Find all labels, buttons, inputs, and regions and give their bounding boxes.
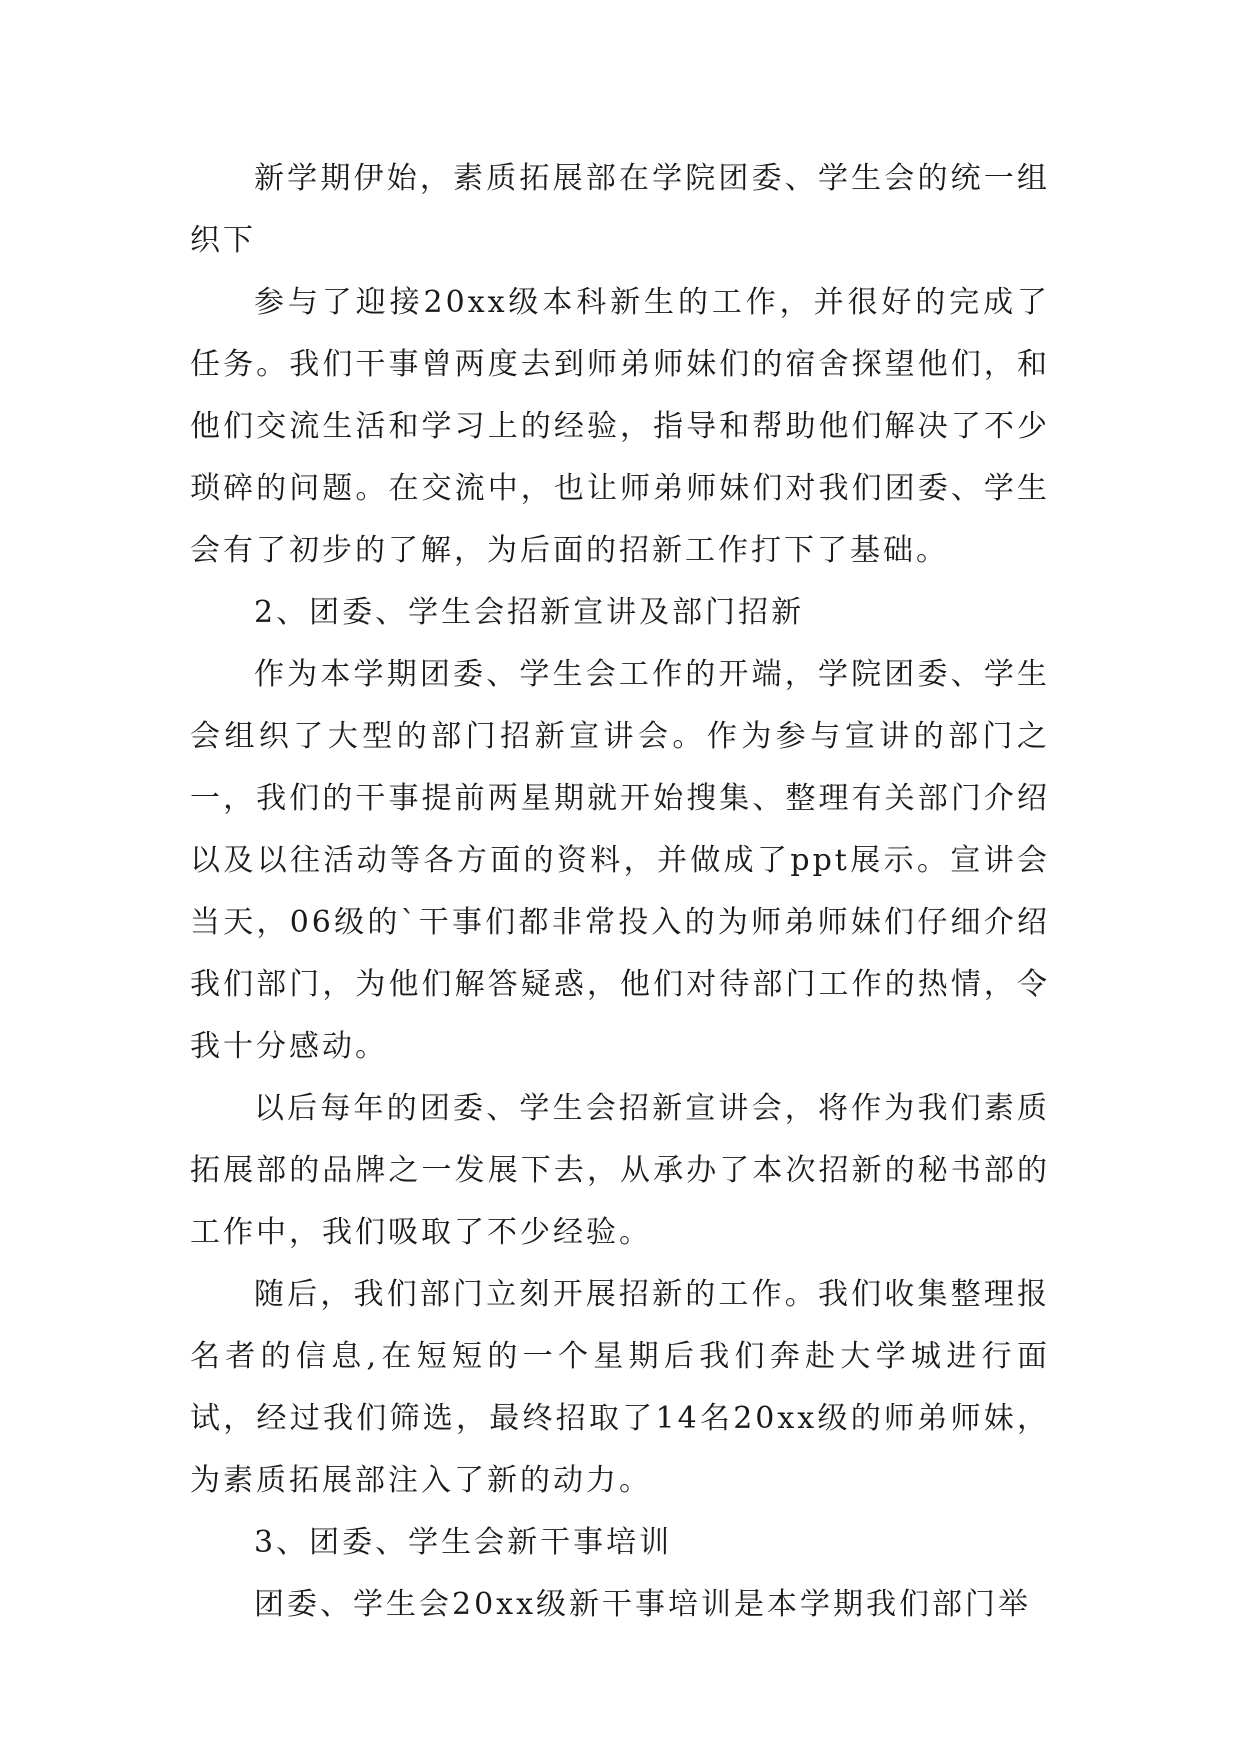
paragraph: 作为本学期团委、学生会工作的开端，学院团委、学生会组织了大型的部门招新宣讲会。作为参与宣讲的部门之一，我们的干事提前两星期就开始搜集、整理有关部门介绍以及以往活动等各方面的资料，并做成了ppt展示。宣讲会当天，06级的`干事们都非常投入的为师弟师妹们仔细介绍我们部门，为他们解答疑惑，他们对待部门工作的热情，令我十分感动。 bbox=[190, 657, 1050, 1064]
paragraph: 参与了迎接20xx级本科新生的工作，并很好的完成了任务。我们干事曾两度去到师弟师妹们的宿舍探望他们，和他们交流生活和学习上的经验，指导和帮助他们解决了不少琐碎的问题。在交流中，也让师弟师妹们对我们团委、学生会有了初步的了解，为后面的招新工作打下了基础。 bbox=[190, 285, 1050, 568]
section-heading: 2、团委、学生会招新宣讲及部门招新 bbox=[254, 595, 805, 630]
paragraph: 以后每年的团委、学生会招新宣讲会，将作为我们素质拓展部的品牌之一发展下去，从承办了本次招新的秘书部的工作中，我们吸取了不少经验。 bbox=[190, 1091, 1050, 1250]
paragraph: 团委、学生会20xx级新干事培训是本学期我们部门举 bbox=[254, 1587, 1032, 1622]
paragraph: 随后，我们部门立刻开展招新的工作。我们收集整理报名者的信息,在短短的一个星期后我们奔赴大学城进行面试，经过我们筛选，最终招取了14名20xx级的师弟师妹，为素质拓展部注入了新的动力。 bbox=[190, 1277, 1050, 1498]
document-body bbox=[190, 148, 1050, 1636]
section-heading: 3、团委、学生会新干事培训 bbox=[254, 1525, 673, 1560]
paragraph: 新学期伊始，素质拓展部在学院团委、学生会的统一组织下 bbox=[190, 161, 1050, 258]
